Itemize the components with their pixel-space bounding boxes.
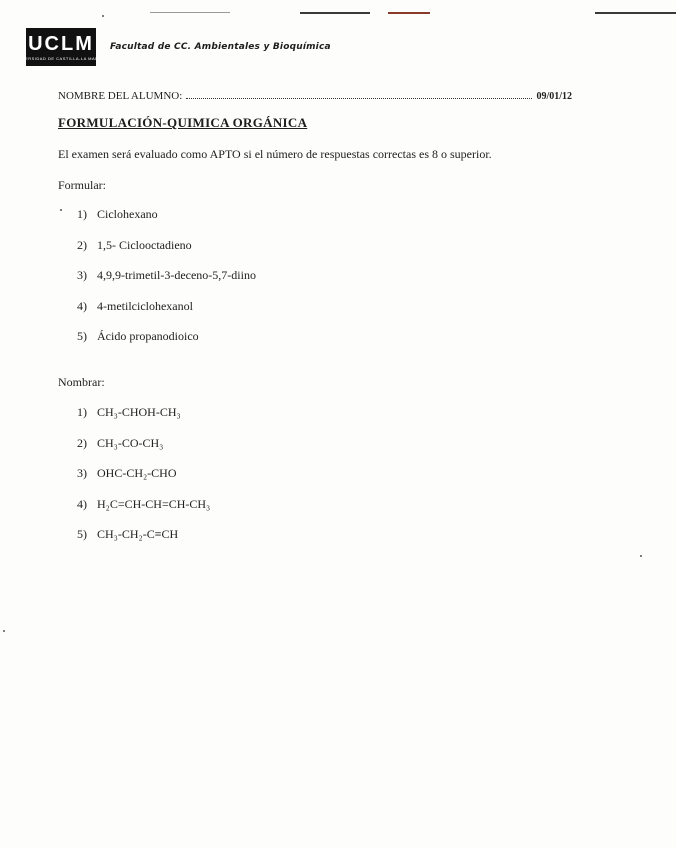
- exam-instructions: El examen será evaluado como APTO si el número de respuestas correctas es 8 o superior.: [58, 147, 492, 161]
- item-number: 4): [77, 496, 87, 511]
- logo-text: UCLM: [28, 32, 94, 55]
- item-number: 3): [77, 268, 87, 282]
- list-item: [77, 299, 256, 330]
- nombrar-section-label: Nombrar:: [58, 375, 105, 389]
- item-number: 3): [77, 466, 87, 480]
- scan-artifact: [595, 12, 676, 14]
- student-name-blank: [186, 90, 532, 99]
- item-text: CH₃-CH₂-C≡CH: [97, 527, 179, 541]
- item-number: 2): [77, 435, 87, 450]
- student-name-line: [58, 90, 572, 102]
- item-number: 1): [77, 405, 87, 419]
- item-number: 5): [77, 329, 87, 343]
- scan-artifact: [300, 12, 370, 14]
- scan-speck: [102, 15, 104, 17]
- item-number: 4): [77, 298, 87, 313]
- scan-artifact: [388, 12, 430, 14]
- scan-speck: [60, 209, 62, 211]
- item-text: CH₃-CO-CH₃: [97, 435, 164, 450]
- list-item: [77, 527, 210, 558]
- item-text: H₂C=CH-CH=CH-CH₃: [97, 496, 211, 511]
- item-text: 4-metilciclohexanol: [97, 298, 193, 313]
- item-number: 5): [77, 527, 87, 541]
- item-text: Ciclohexano: [97, 207, 158, 221]
- scan-speck: [640, 555, 642, 557]
- item-text: 4,9,9-trimetil-3-deceno-5,7-diino: [97, 268, 256, 282]
- item-number: 1): [77, 207, 87, 221]
- faculty-name: Facultad de CC. Ambientales y Bioquímica: [110, 42, 331, 52]
- list-item: [77, 207, 256, 238]
- formular-list: [77, 207, 256, 360]
- list-item: [77, 497, 210, 528]
- exam-date: 09/01/12: [536, 91, 572, 102]
- scan-artifact: [150, 12, 230, 13]
- item-text: CH₃-CHOH-CH₃: [97, 405, 181, 419]
- item-text: Ácido propanodioico: [97, 329, 199, 343]
- list-item: [77, 238, 256, 269]
- list-item: [77, 405, 210, 436]
- list-item: [77, 268, 256, 299]
- logo-subtext: UNIVERSIDAD DE CASTILLA-LA MANCHA: [13, 55, 109, 61]
- student-name-label: NOMBRE DEL ALUMNO:: [58, 90, 183, 102]
- university-logo: [13, 28, 109, 66]
- document-header: [13, 28, 331, 66]
- exam-title: FORMULACIÓN-QUIMICA ORGÁNICA: [58, 115, 308, 130]
- list-item: [77, 329, 256, 360]
- list-item: [77, 466, 210, 497]
- scan-speck: [3, 630, 5, 632]
- formular-section-label: Formular:: [58, 178, 106, 192]
- item-number: 2): [77, 237, 87, 252]
- nombrar-list: [77, 405, 210, 558]
- item-text: OHC-CH₂-CHO: [97, 466, 177, 480]
- list-item: [77, 436, 210, 467]
- item-text: 1,5- Ciclooctadieno: [97, 237, 192, 252]
